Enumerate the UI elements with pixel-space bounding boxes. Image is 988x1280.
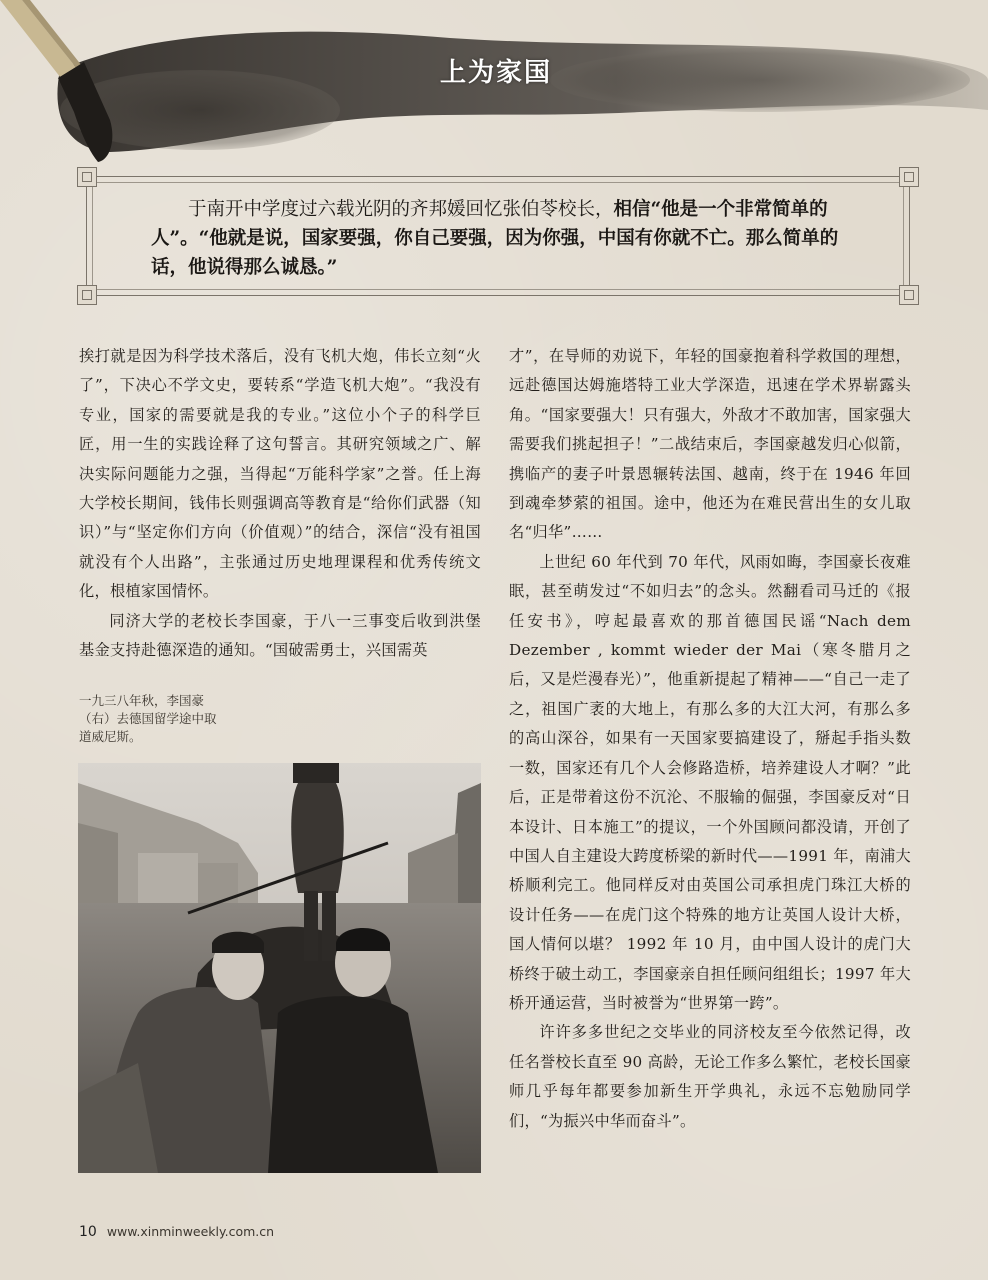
paragraph: 许许多多世纪之交毕业的同济校友至今依然记得，改任名誉校长直至 90 高龄，无论工作多么繁忙，老校长国豪师几乎每年都要参加新生开学典礼，永远不忘勉励同学们，“为振兴中华而奋斗”。 bbox=[509, 1023, 911, 1130]
pull-quote-box bbox=[86, 176, 910, 296]
paragraph: 同济大学的老校长李国豪，于八一三事变后收到洪堡基金支持赴德深造的通知。“国破需勇士，兴国需英 bbox=[79, 611, 481, 660]
paragraph: 上世纪 60 年代到 70 年代，风雨如晦，李国豪长夜难眠，甚至萌发过“不如归去”的念头。然翻看司马迁的《报任安书》，哼起最喜欢的那首德国民谣“Nach dem Dezember , kommt wieder der Mai（寒冬腊月之后，又是烂漫春光）”，他重新提起了精神——“自己一走了之，祖国广袤的大地上，有那么多的大江大河，有那么多的高山深谷，如果有一天国家要搞建设了，掰起手指头数一数，国家还有几个人会修路造桥，培养建设人才啊？”此后，正是带着这份不沉沦、不服输的倔强，李国豪反对“日本设计、日本施工”的提议，一个外国顾问都没请，开创了中国人自主建设大跨度桥梁的新时代——1991 年，南浦大桥顺利完工。他同样反对由英国公司承担虎门珠江大桥的设计任务——在虎门这个特殊的地方让英国人设计大桥，国人情何以堪？ 1992 年 10 月，由中国人设计的虎门大桥终于破土动工，李国豪亲自担任顾问组组长；1997 年大桥开通运营，当时被誉为“世界第一跨”。 bbox=[509, 552, 911, 1012]
corner-ornament bbox=[899, 167, 919, 187]
corner-ornament bbox=[77, 167, 97, 187]
quote-emphasis-text: 相信“他是一个非常简单的人”。“他就是说，国家要强，你自己要强，因为你强，中国有你就不亡。那么简单的话，他说得那么诚恳。” bbox=[151, 199, 839, 278]
left-text-column bbox=[79, 342, 481, 665]
section-title: 上为家国 bbox=[440, 58, 553, 88]
website-url: www.xinminweekly.com.cn bbox=[106, 1224, 275, 1239]
right-text-column bbox=[509, 342, 911, 1136]
page-footer bbox=[79, 1224, 274, 1240]
venice-gondola-photo bbox=[78, 763, 481, 1173]
photo-caption: 一九三八年秋，李国豪（右）去德国留学途中取道威尼斯。 bbox=[79, 693, 217, 744]
paragraph: 挨打就是因为科学技术落后，没有飞机大炮，伟长立刻“火了”，下决心不学文史，要转系“学造飞机大炮”。“我没有专业，国家的需要就是我的专业。”这位小个子的科学巨匠，用一生的实践诠释了这句誓言。其研究领域之广、解决实际问题能力之强，当得起“万能科学家”之誉。任上海大学校长期间，钱伟长则强调高等教育是“给你们武器（知识）”与“坚定你们方向（价值观）”的结合，深信“没有祖国就没有个人出路”，主张通过历史地理课程和优秀传统文化，根植家国情怀。 bbox=[79, 347, 481, 601]
ink-brush-header bbox=[0, 0, 988, 170]
pull-quote-text bbox=[151, 195, 851, 282]
quote-normal-text: 于南开中学度过六载光阴的齐邦媛回忆张伯苓校长， bbox=[188, 199, 614, 220]
corner-ornament bbox=[899, 285, 919, 305]
paragraph: 才”，在导师的劝说下，年轻的国豪抱着科学救国的理想，远赴德国达姆施塔特工业大学深造，迅速在学术界崭露头角。“国家要强大！只有强大，外敌才不敢加害，国家强大需要我们挑起担子！”二战结束后，李国豪越发归心似箭，携临产的妻子叶景恩辗转法国、越南，终于在 1946 年回到魂牵梦萦的祖国。途中，他还为在难民营出生的女儿取名“归华”…… bbox=[509, 347, 911, 542]
historical-photo bbox=[78, 763, 481, 1173]
page-number: 10 bbox=[79, 1224, 97, 1240]
corner-ornament bbox=[77, 285, 97, 305]
